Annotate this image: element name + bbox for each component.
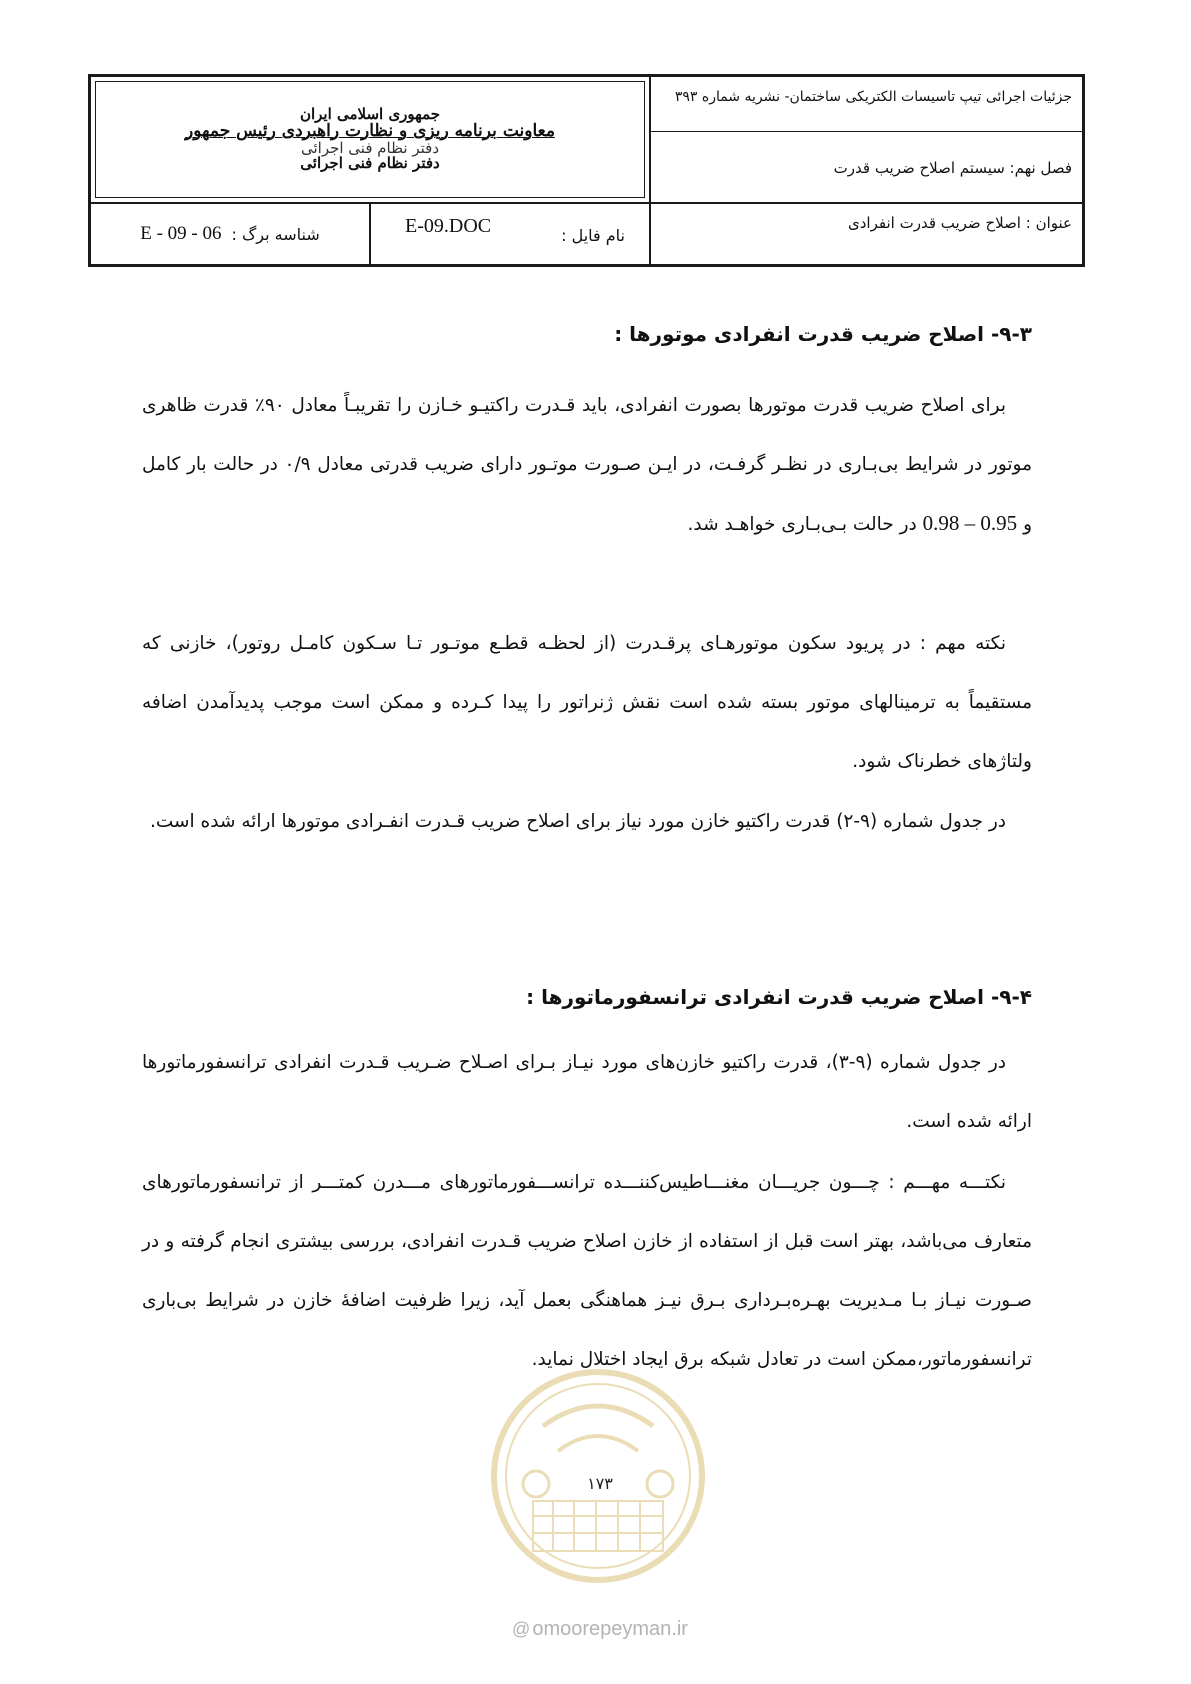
- chapter-cell: [651, 132, 1082, 204]
- file-name-cell: [371, 204, 651, 264]
- at-sign-icon: @: [512, 1619, 531, 1639]
- org-office: دفتر نظام فنی اجرائی: [300, 138, 440, 157]
- watermark-domain: [490, 1618, 710, 1641]
- title-value: اصلاح ضریب قدرت انفرادی: [848, 214, 1021, 232]
- watermark-domain-text: omoorepeyman.ir: [532, 1618, 688, 1640]
- paragraph-motor-capacitor: [142, 376, 1032, 554]
- title-cell: [651, 204, 1082, 264]
- sheet-id-label: شناسه برگ :: [231, 224, 320, 244]
- paragraph-motor-capacitor-part1: برای اصلاح ضریب قدرت موتورها بصورت انفرادی، باید قـدرت راکتیـو خـازن را تقریبـاً معادل ۹۰٪ قدرت ظاهری موتور در شرایط بی‌بـاری در نظـر گرفـت، در ایـن صـورت موتـور دارای ضریب قدرتی معادل ۰/۹ در حالت بار کامل و: [142, 395, 1033, 535]
- section-heading-motors: ۹-۳- اصلاح ضریب قدرت انفرادی موتورها :: [614, 322, 1032, 346]
- file-name-value: E-09.DOC: [405, 215, 492, 237]
- page-number: ۱۷۳: [587, 1474, 613, 1493]
- paragraph-important-note-transformers: نکتـــه مهـــم : چـــون جریـــان مغنـــاطیس‌کننـــده ترانســـفورماتورهای مـــدرن کمتـــر از ترانسفورماتورهای متعارف می‌باشد، بهتر است قبل از استفاده از خازن اصلاح ضریب قـدرت انفرادی، بررسی بیشتری انجام گرفته و در صـورت نیـاز بـا مـدیریت بهـره‌بـرداری بـرق نیـز هماهنگی بعمل آید، زیرا ظرفیت اضافهٔ خازن در شرایط بی‌باری ترانسفورماتور،ممکن است در تعادل شبکه برق ایجاد اختلال نماید.: [142, 1172, 1032, 1370]
- paragraph-important-note-motors: نکته مهم : در پریود سکون موتورهـای پرقـدرت (از لحظـه قطـع موتـور تـا سـکون کامـل روتور)، خازنی که مستقیماً به ترمینالهای موتور بسته شده است نقش ژنراتور را پیدا کـرده و ممکن است موجب پدیدآمدن اضافه ولتاژهای خطرناک شود.: [142, 633, 1032, 772]
- chapter-title: فصل نهم: سیستم اصلاح ضریب قدرت: [833, 159, 1072, 177]
- organization-frame: [95, 81, 645, 198]
- paragraph-table-reference-motors: در جدول شماره (۹-۲) قدرت راکتیو خازن مورد نیاز برای اصلاح ضریب قـدرت انفـرادی موتورها ارائه شده است.: [149, 811, 1006, 832]
- sheet-id-value: E - 09 - 06: [140, 223, 222, 244]
- section-heading-transformers: ۹-۴- اصلاح ضریب قدرت انفرادی ترانسفورماتورها :: [526, 985, 1032, 1009]
- publication-title: جزئیات اجرائی تیپ تاسیسات الکتریکی ساختمان- نشریه شماره ۳۹۳: [674, 89, 1072, 105]
- title-label: عنوان :: [1025, 214, 1072, 232]
- paragraph-motor-capacitor-part2: در حالت بـی‌بـاری خواهـد شد.: [687, 514, 917, 535]
- organization-block: [91, 77, 651, 204]
- org-deputy: معاونت برنامه ریزی و نظارت راهبردی رئیس جمهور: [185, 120, 555, 141]
- sheet-id-cell: [91, 204, 371, 264]
- file-name-label: نام فایل :: [561, 226, 625, 245]
- document-header-table: [88, 74, 1085, 267]
- org-country: جمهوری اسلامی ایران: [299, 104, 441, 123]
- publication-cell: [651, 77, 1082, 132]
- paragraph-table-reference-transformers: در جدول شماره (۹-۳)، قدرت راکتیو خازن‌های مورد نیـاز بـرای اصـلاح ضـریب قـدرت انفرادی ترانسفورماتورها ارائه شده است.: [142, 1052, 1032, 1132]
- org-office-repeat: دفتر نظام فنی اجرائی: [300, 154, 440, 173]
- power-factor-range: 0.98 – 0.95: [922, 511, 1018, 535]
